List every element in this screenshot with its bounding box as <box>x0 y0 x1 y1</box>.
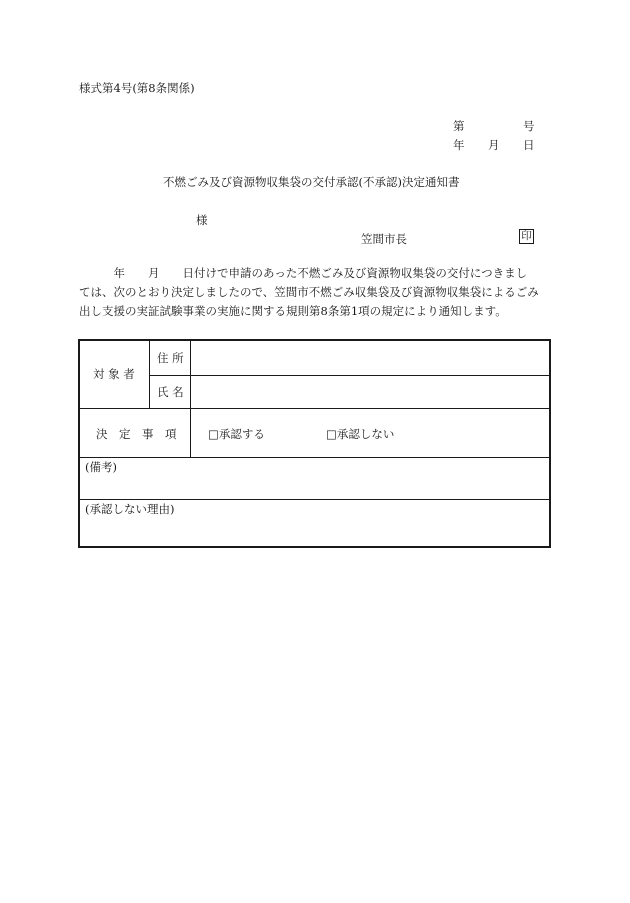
table-divider <box>190 341 191 457</box>
table-divider <box>80 408 551 409</box>
date-month-label: 月 <box>488 138 500 152</box>
table-divider <box>149 375 551 376</box>
reject-checkbox[interactable]: □承認しない <box>326 427 395 441</box>
subject-label: 対 象 者 <box>93 367 135 381</box>
notice-body-line-3: 出し支援の実証試験事業の実施に関する規則第8条第1項の規定により通知します。 <box>79 304 507 318</box>
date-day-label: 日 <box>523 138 535 152</box>
name-label: 氏 名 <box>157 385 184 399</box>
address-label: 住 所 <box>157 351 184 365</box>
form-number: 様式第4号(第8条関係) <box>79 81 195 95</box>
table-divider <box>80 457 551 458</box>
decision-table <box>78 339 551 548</box>
notice-body-line-2: ては、次のとおり決定しましたので、笠間市不燃ごみ収集袋及び資源物収集袋によるごみ <box>79 285 539 299</box>
remarks-label: (備考) <box>85 460 117 474</box>
issuer-name: 笠間市長 <box>361 232 407 246</box>
document-number-suffix: 号 <box>523 119 535 133</box>
notice-body <box>79 264 553 321</box>
date-year-label: 年 <box>453 138 465 152</box>
approve-checkbox[interactable]: □承認する <box>208 427 265 441</box>
document-number-prefix: 第 <box>453 119 465 133</box>
document-title: 不燃ごみ及び資源物収集袋の交付承認(不承認)決定通知書 <box>163 175 460 189</box>
notice-body-line-1: 年 月 日付けで申請のあった不燃ごみ及び資源物収集袋の交付につきまし <box>79 266 528 280</box>
addressee-honorific: 様 <box>196 213 208 227</box>
rejection-reason-label: (承認しない理由) <box>85 502 175 516</box>
decision-label: 決 定 事 項 <box>96 427 177 441</box>
seal-mark: 印 <box>519 229 534 244</box>
table-divider <box>80 499 551 500</box>
